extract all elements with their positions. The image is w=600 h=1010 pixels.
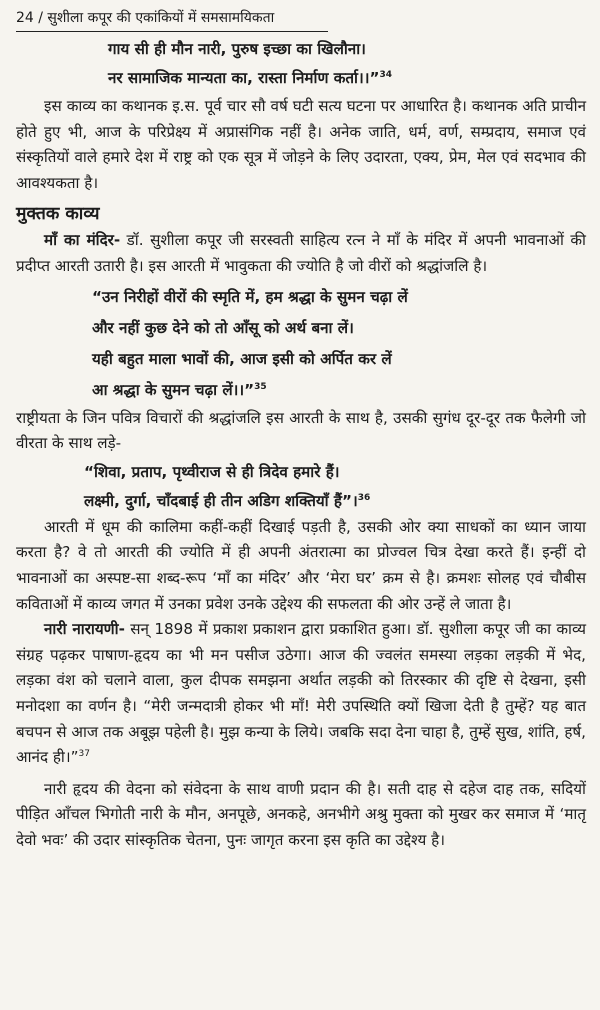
footnote-marker: 37 [78, 749, 90, 760]
verse-block-3 [16, 459, 586, 515]
verse-line: आ श्रद्धा के सुमन चढ़ा लें।।”$^{35}$ [92, 380, 267, 399]
running-header-text: 24 / सुशीला कपूर की एकांकियों में समसामयिकता [16, 10, 275, 26]
footnote-marker: 34 [379, 69, 392, 80]
footnote-marker: 35 [254, 381, 267, 392]
paragraph-lead: माँ का मंदिर- [44, 231, 121, 250]
verse-line: नर सामाजिक मान्यता का, रास्ता निर्माण कर्ता।।”$^{34}$ [108, 69, 392, 87]
verse-line: “शिवा, प्रताप, पृथ्वीराज से ही त्रिदेव हमारे हैं। [84, 462, 340, 481]
verse-block-1 [16, 36, 586, 92]
running-header [16, 6, 586, 30]
verse-line: लक्ष्मी, दुर्गा, चाँदबाई ही तीन अडिग शक्तियाँ हैं”।$^{36}$ [84, 491, 371, 510]
paragraph: इस काव्य का कथानक इ.स. पूर्व चार सौ वर्ष घटी सत्य घटना पर आधारित है। कथानक अति प्राचीन होते हुए भी, आज के परिप्रेक्ष्य में अप्रासंगिक नहीं है। अनेक जाति, धर्म, वर्ण, सम्प्रदाय, समाज एवं संस्कृतियों वाले हमारे देश में राष्ट्र को एक सूत्र में जोड़ने के लिए उदारता, एक्य, प्रेम, मेल एवं सदभाव की आवश्यकता है। [16, 97, 586, 192]
section-heading: मुक्तक काव्य [16, 204, 100, 225]
verse-line: गाय सी ही मौन नारी, पुरुष इच्छा का खिलौना। [108, 40, 366, 58]
footnote-marker: 36 [357, 492, 371, 503]
verse-line: “उन निरीहों वीरों की स्मृति में, हम श्रद्धा के सुमन चढ़ा लें [92, 287, 408, 306]
verse-line: यही बहुत माला भावों की, आज इसी को अर्पित कर लें [92, 349, 392, 368]
verse-line: और नहीं कुछ देने को तो आँसू को अर्थ बना लें। [92, 318, 354, 337]
paragraph-lead: नारी नारायणी- [44, 620, 125, 639]
header-rule [16, 31, 328, 32]
verse-block-2 [16, 284, 586, 404]
paragraph: नारी नारायणी- सन् 1898 में प्रकाश प्रकाशन द्वारा प्रकाशित हुआ। डॉ. सुशीला कपूर जी का काव्य संग्रह पढ़कर पाषाण-हृदय का भी मन पसीज उठेगा। आज की ज्वलंत समस्या लड़का लड़की में भेद, लड़का वंश को चलाने वाला, कुल दीपक समझना अर्थात लड़की को तिरस्कार की दृष्टि से देखना, इसी मनोदशा का वर्णन है। “मेरी जन्मदात्री होकर भी माँ! मेरी उपस्थिति क्यों खिजा देती है तुम्हें? यह बात बचपन से आज तक अबूझ पहेली है। मुझ कन्या के लिये। जबकि सदा देना चाहा है, तुम्हें सुख, शांति, हर्ष, आनंद ही।”$^{37}$ [16, 620, 586, 767]
paragraph: आरती में धूम की कालिमा कहीं-कहीं दिखाई पड़ती है, उसकी ओर क्या साधकों का ध्यान जाया करता है? वे तो आरती की ज्योति में ही अपनी अंतरात्मा का प्रोज्वल चित्र देखा करते हैं। इन्हीं दो भावनाओं का अस्पष्ट-सा शब्द-रूप ‘माँ का मंदिर’ और ‘मेरा घर’ क्रम से है। क्रमशः सोलह एवं चौबीस कविताओं में काव्य जगत में उनका प्रवेश उनके उद्देश्य की सफलता की ओर उन्हें ले जाता है। [16, 517, 586, 613]
paragraph: राष्ट्रीयता के जिन पवित्र विचारों की श्रद्धांजलि इस आरती के साथ है, उसकी सुगंध दूर-दूर तक फैलेगी जो वीरता के साथ लड़े- [16, 408, 586, 453]
paragraph: नारी हृदय की वेदना को संवेदना के साथ वाणी प्रदान की है। सती दाह से दहेज दाह तक, सदियों पीड़ित आँचल भिगोती नारी के मौन, अनपूछे, अनकहे, अनभीगे अश्रु मुक्ता को मुखर कर समाज में ‘मातृ देवो भवः’ की उदार सांस्कृतिक चेतना, पुनः जागृत करना इस कृति का उद्देश्य है। [16, 779, 586, 849]
paragraph: माँ का मंदिर- डॉ. सुशीला कपूर जी सरस्वती साहित्य रत्न ने माँ के मंदिर में अपनी भावनाओं की प्रदीप्त आरती उतारी है। इस आरती में भावुकता की ज्योति है जो वीरों को श्रद्धांजलि है। [16, 231, 586, 275]
